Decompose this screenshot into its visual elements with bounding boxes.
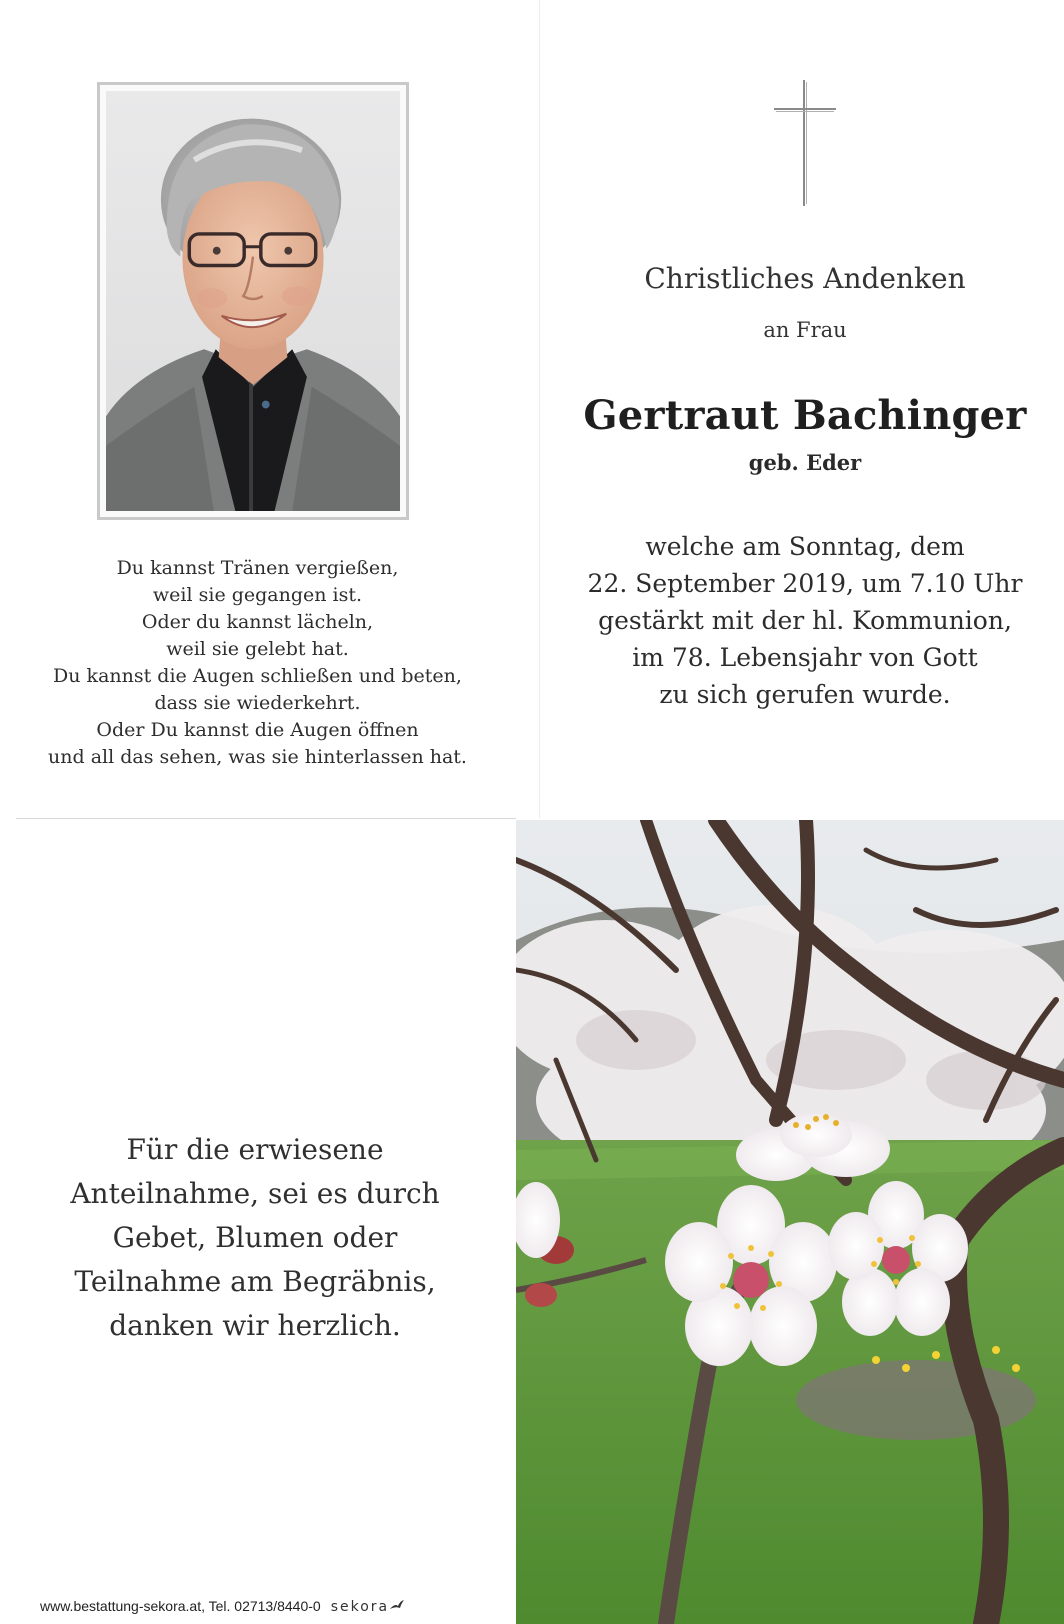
death-notice-line: im 78. Lebensjahr von Gott <box>632 643 978 672</box>
heading: Christliches Andenken <box>644 262 966 295</box>
blossom-photo <box>516 820 1064 1624</box>
thanks-line: Anteilnahme, sei es durch <box>70 1177 440 1210</box>
fold-line-vertical <box>539 0 540 818</box>
death-notice-line: welche am Sonntag, dem <box>645 532 965 561</box>
poem-line: Du kannst Tränen vergießen, <box>116 557 399 579</box>
death-notice-line: 22. September 2019, um 7.10 Uhr <box>587 569 1023 598</box>
poem-line: und all das sehen, was sie hinterlassen hat. <box>48 746 467 768</box>
bird-logo-icon <box>389 1599 405 1613</box>
death-notice-line: gestärkt mit der hl. Kommunion, <box>598 606 1012 635</box>
thanks-line: Teilnahme am Begräbnis, <box>74 1265 436 1298</box>
portrait-frame <box>97 82 409 520</box>
poem-line: dass sie wiederkehrt. <box>154 692 361 714</box>
thanks-line: Gebet, Blumen oder <box>112 1221 398 1254</box>
portrait-photo <box>106 91 400 511</box>
death-notice-line: zu sich gerufen wurde. <box>659 680 951 709</box>
footer-contact: www.bestattung-sekora.at, Tel. 02713/8440-0 <box>40 1598 321 1614</box>
poem-line: weil sie gelebt hat. <box>166 638 349 660</box>
poem-line: Oder Du kannst die Augen öffnen <box>96 719 419 741</box>
salutation: an Frau <box>763 318 847 342</box>
footer <box>40 1598 405 1615</box>
footer-brand: sekora <box>330 1599 390 1615</box>
deceased-name: Gertraut Bachinger <box>583 392 1027 439</box>
cross-icon <box>772 80 838 206</box>
thanks-line: danken wir herzlich. <box>109 1309 401 1342</box>
poem-line: weil sie gegangen ist. <box>152 584 363 606</box>
poem-line: Oder du kannst lächeln, <box>141 611 374 633</box>
fold-line-horizontal <box>16 818 516 819</box>
death-notice <box>560 528 1050 713</box>
thanks-line: Für die erwiesene <box>126 1133 384 1166</box>
maiden-name: geb. Eder <box>748 450 862 475</box>
thanks-message <box>20 1128 490 1348</box>
poem <box>30 555 485 771</box>
poem-line: Du kannst die Augen schließen und beten, <box>53 665 462 687</box>
